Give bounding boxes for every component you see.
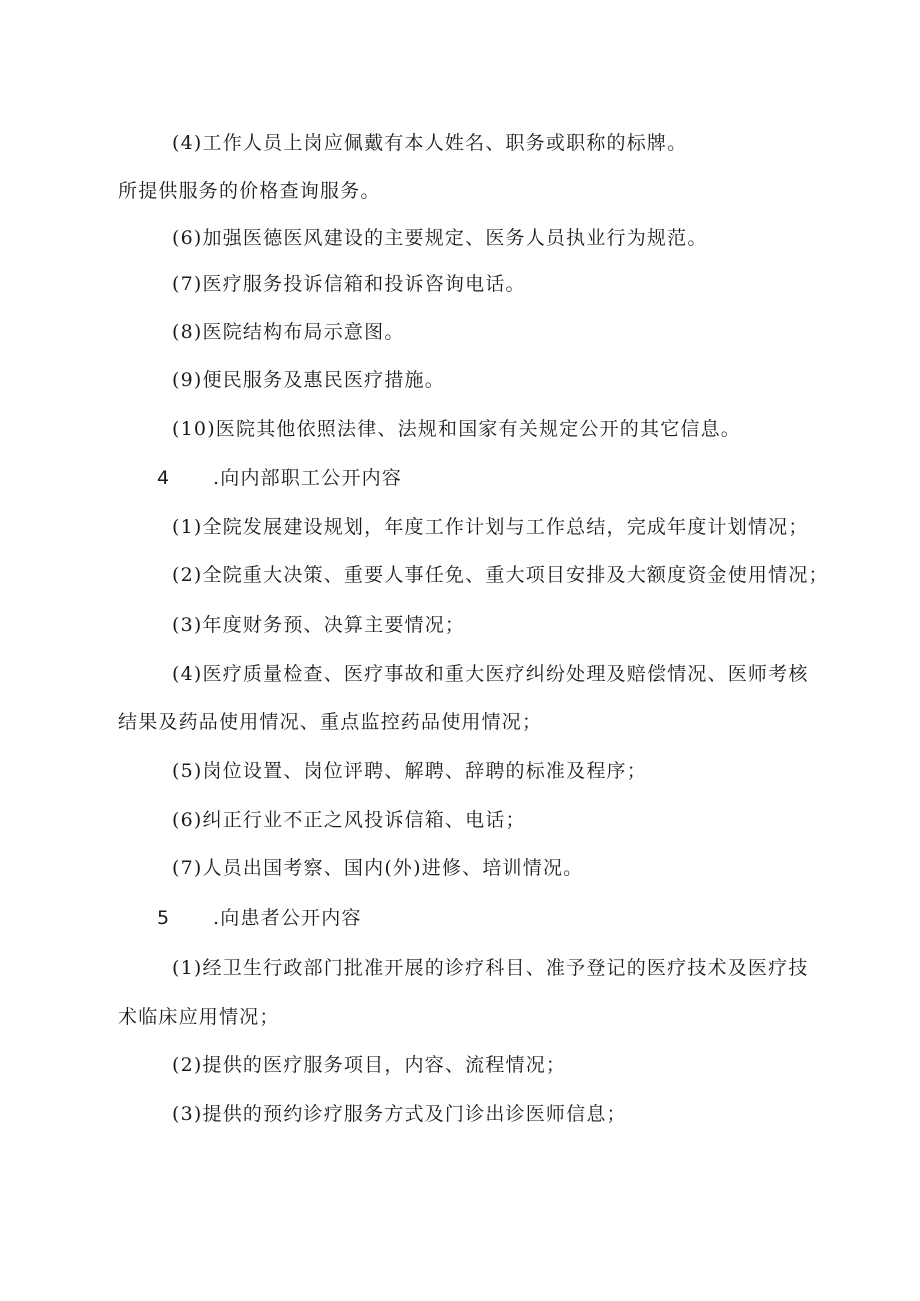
item-9-convenience: (9)便民服务及惠民医疗措施。	[172, 369, 445, 391]
section-4-item-7: (7)人员出国考察、国内(外)进修、培训情况。	[172, 857, 584, 879]
item-6-ethics: (6)加强医德医风建设的主要规定、医务人员执业行为规范。	[172, 227, 708, 249]
item-4-name-badge: (4)工作人员上岗应佩戴有本人姓名、职务或职称的标牌。	[172, 132, 688, 154]
section-5-item-3: (3)提供的预约诊疗服务方式及门诊出诊医师信息；	[172, 1103, 627, 1125]
section-4-item-4: (4)医疗质量检查、医疗事故和重大医疗纠纷处理及赔偿情况、医师考核	[172, 663, 809, 685]
section-4-item-5: (5)岗位设置、岗位评聘、解聘、辞聘的标准及程序；	[172, 760, 647, 782]
section-4-number: 4	[157, 467, 170, 489]
section-5-title: .向患者公开内容	[213, 907, 362, 929]
section-4-title: .向内部职工公开内容	[213, 467, 403, 489]
price-inquiry-line: 所提供服务的价格查询服务。	[118, 180, 381, 202]
section-5-number: 5	[157, 907, 170, 929]
section-4-item-1: (1)全院发展建设规划，年度工作计划与工作总结，完成年度计划情况；	[172, 516, 809, 538]
section-4-item-3: (3)年度财务预、决算主要情况；	[172, 614, 466, 636]
item-7-complaints: (7)医疗服务投诉信箱和投诉咨询电话。	[172, 273, 526, 295]
section-5-item-1-cont: 术临床应用情况；	[118, 1006, 280, 1028]
section-5-item-2: (2)提供的医疗服务项目，内容、流程情况；	[172, 1054, 567, 1076]
section-4-item-6: (6)纠正行业不正之风投诉信箱、电话；	[172, 809, 526, 831]
item-8-layout-map: (8)医院结构布局示意图。	[172, 321, 405, 343]
section-4-item-2: (2)全院重大决策、重要人事任免、重大项目安排及大额度资金使用情况；	[172, 564, 829, 586]
section-4-item-4-cont: 结果及药品使用情况、重点监控药品使用情况；	[118, 711, 543, 733]
section-5-item-1: (1)经卫生行政部门批准开展的诊疗科目、准予登记的医疗技术及医疗技	[172, 957, 809, 979]
item-10-other-info: (10)医院其他依照法律、法规和国家有关规定公开的其它信息。	[172, 418, 742, 440]
